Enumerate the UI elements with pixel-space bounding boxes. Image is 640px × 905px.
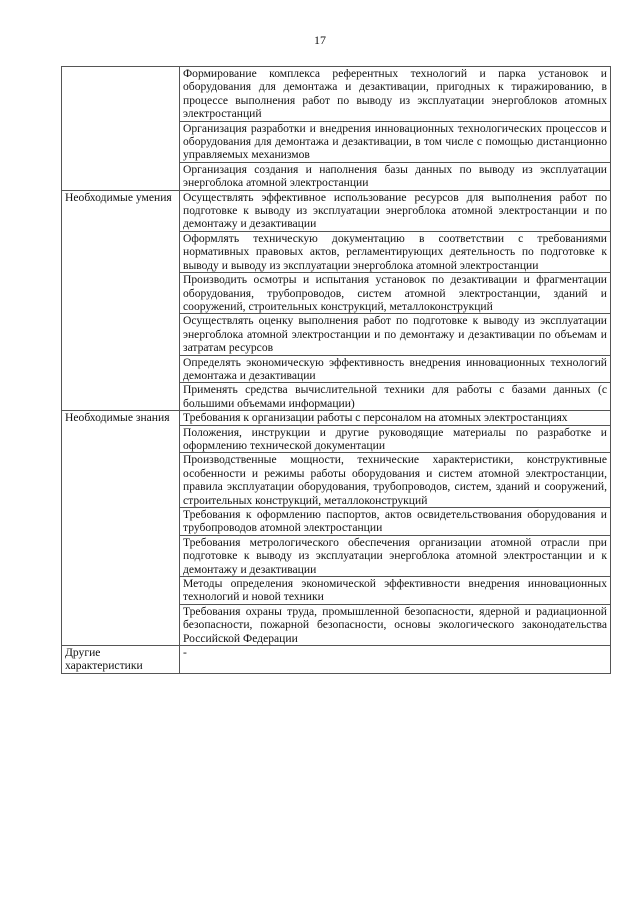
skill-item: Осуществлять эффективное использование ресурсов для выполнения работ по подготовке к выводу из эксплуатации энергоблока атомной электростанции и по демонтажу и дезактивации (180, 190, 611, 231)
knowledge-item: Положения, инструкции и другие руководящие материалы по разработке и оформлению технической документации (180, 425, 611, 453)
other-label: Другие характеристики (62, 646, 180, 674)
table-row (62, 190, 611, 231)
continued-item: Формирование комплекса референтных технологий и парка установок и оборудования для демонтажа и дезактивации, пригодных к тиражированию, в процессе выполнения работ по выводу из эксплуатации энергоблоков атомных электростанций (180, 67, 611, 122)
knowledge-item: Требования охраны труда, промышленной безопасности, ядерной и радиационной безопасности, пожарной безопасности, основы экологического законодательства Российской Федерации (180, 604, 611, 645)
other-value: - (180, 646, 611, 674)
skill-item: Оформлять техническую документацию в соответствии с требованиями нормативных правовых актов, регламентирующих деятельность по подготовке к выводу и выводу из эксплуатации энергоблока атомной электростанции (180, 231, 611, 272)
knowledge-item: Требования метрологического обеспечения организации атомной отрасли при подготовке к выводу из эксплуатации энергоблока атомной электростанции и к демонтажу и дезактивации (180, 535, 611, 576)
table-row (62, 411, 611, 425)
skill-item: Осуществлять оценку выполнения работ по подготовке к выводу из эксплуатации энергоблока атомной электростанции и по демонтажу и дезактивации по объемам и затратам ресурсов (180, 314, 611, 355)
knowledge-item: Производственные мощности, технические характеристики, конструктивные особенности и режимы работы оборудования и систем атомной электростанции, правила эксплуатации оборудования, трубопроводов, систем, зданий и сооружений, строительных конструкций, металлоконструкций (180, 453, 611, 508)
skills-label: Необходимые умения (62, 190, 180, 411)
table-row (62, 67, 611, 122)
continued-label-cell (62, 67, 180, 191)
continued-item: Организация разработки и внедрения инновационных технологических процессов и оборудования для демонтажа и дезактивации, в том числе с помощью дистанционно управляемых механизмов (180, 121, 611, 162)
knowledge-item: Методы определения экономической эффективности внедрения инновационных технологий и новой техники (180, 577, 611, 605)
skill-item: Применять средства вычислительной техники для работы с базами данных (с большими объемами информации) (180, 383, 611, 411)
page-number: 17 (314, 33, 326, 47)
skill-item: Определять экономическую эффективность внедрения инновационных технологий демонтажа и дезактивации (180, 355, 611, 383)
table-row (62, 646, 611, 674)
knowledge-item: Требования к оформлению паспортов, актов освидетельствования оборудования и трубопроводов атомной электростанции (180, 508, 611, 536)
continued-item: Организация создания и наполнения базы данных по выводу из эксплуатации энергоблока атомной электростанции (180, 162, 611, 190)
knowledge-label: Необходимые знания (62, 411, 180, 646)
skill-item: Производить осмотры и испытания установок по дезактивации и фрагментации оборудования, трубопроводов, систем атомной электростанции, зданий и сооружений, строительных конструкций, металлоконструкций (180, 273, 611, 314)
job-function-table (61, 66, 611, 674)
knowledge-item: Требования к организации работы с персоналом на атомных электростанциях (180, 411, 611, 425)
